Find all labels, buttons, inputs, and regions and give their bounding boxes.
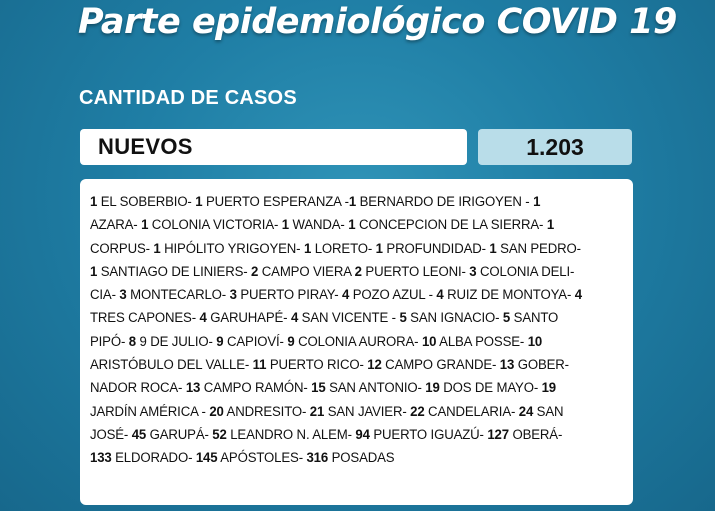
locality-name: EL SOBERBIO-: [97, 194, 196, 210]
case-count: 4: [342, 287, 350, 304]
locality-name: PIPÓ-: [90, 333, 129, 350]
case-count: 11: [252, 357, 267, 374]
locality-name: WANDA-: [288, 217, 349, 234]
cases-line: [90, 191, 586, 214]
case-count: 2: [251, 263, 259, 280]
locality-name: GARUPÁ-: [146, 426, 213, 443]
locality-name: SAN VICENTE -: [298, 310, 400, 327]
case-count: 1: [141, 217, 149, 234]
locality-name: RUIZ DE MONTOYA-: [443, 287, 575, 304]
case-count: 1: [348, 194, 357, 210]
cases-line: [90, 261, 586, 284]
case-count: 19: [541, 380, 557, 397]
cases-line: [90, 284, 586, 307]
new-cases-count: 1.203: [526, 133, 584, 160]
new-cases-label: NUEVOS: [98, 134, 193, 159]
cases-line: [90, 401, 586, 424]
section-subtitle: CANTIDAD DE CASOS: [79, 87, 297, 109]
locality-name: SAN: [533, 403, 564, 420]
case-count: 3: [469, 263, 477, 280]
locality-name: ALBA POSSE-: [436, 333, 528, 350]
cases-line: [90, 238, 586, 261]
locality-name: COLONIA VICTORIA-: [148, 217, 282, 234]
locality-name: OBERÁ-: [508, 426, 563, 443]
locality-name: CANDELARIA-: [424, 403, 519, 420]
locality-name: NADOR ROCA-: [90, 380, 186, 397]
cases-line: [90, 214, 586, 237]
case-count: 4: [199, 310, 207, 327]
case-count: 9: [287, 333, 295, 350]
case-count: 9: [216, 333, 224, 350]
locality-name: PUERTO ESPERANZA -: [202, 194, 349, 210]
locality-name: GOBER-: [514, 357, 569, 374]
case-count: 13: [499, 357, 515, 374]
locality-name: SANTO: [510, 310, 559, 327]
case-count: 12: [367, 357, 382, 374]
locality-name: SAN PEDRO-: [496, 240, 581, 257]
case-count: 1: [281, 217, 289, 234]
case-count: 316: [306, 450, 329, 467]
case-count: 5: [399, 310, 407, 327]
case-count: 15: [311, 380, 326, 397]
case-count: 45: [131, 426, 147, 443]
locality-name: CAMPO RAMÓN-: [200, 380, 312, 397]
locality-name: PUERTO RICO-: [266, 357, 368, 374]
locality-name: MONTECARLO-: [126, 287, 230, 304]
case-count: 1: [90, 263, 98, 280]
case-count: 94: [355, 426, 370, 443]
locality-name: POZO AZUL -: [349, 287, 437, 304]
locality-name: CORPUS-: [90, 240, 154, 257]
locality-name: CAPIOVÍ-: [223, 333, 288, 350]
case-count: 1: [90, 194, 98, 210]
case-count: 1: [303, 240, 312, 257]
case-count: 1: [546, 217, 555, 234]
locality-name: CAMPO VIERA: [258, 263, 355, 280]
locality-name: LORETO-: [311, 240, 376, 257]
locality-name: DOS DE MAYO-: [439, 380, 542, 397]
locality-name: HIPÓLITO YRIGOYEN-: [160, 240, 304, 257]
cases-line: [90, 307, 586, 330]
case-count: 3: [119, 287, 127, 304]
case-count: 8: [128, 333, 136, 350]
case-count: 1: [195, 194, 203, 210]
case-count: 21: [309, 403, 325, 420]
case-count: 1: [348, 217, 356, 234]
cases-by-locality-box: [80, 179, 633, 505]
locality-name: GARUHAPÉ-: [206, 310, 291, 327]
locality-name: ARISTÓBULO DEL VALLE-: [90, 357, 253, 374]
new-cases-label-box: [80, 129, 467, 165]
case-count: 24: [518, 403, 534, 420]
locality-name: COLONIA AURORA-: [294, 333, 422, 350]
locality-name: SAN IGNACIO-: [406, 310, 503, 327]
case-count: 2: [354, 263, 362, 280]
locality-name: PUERTO IGUAZÚ-: [369, 426, 488, 443]
case-count: 20: [209, 403, 224, 420]
locality-name: PUERTO LEONI-: [361, 263, 470, 280]
locality-name: PUERTO PIRAY-: [236, 287, 343, 304]
cases-line: [90, 377, 586, 400]
case-count: 1: [375, 240, 383, 257]
locality-name: SAN JAVIER-: [324, 403, 411, 420]
case-count: 4: [290, 310, 299, 327]
locality-name: CONCEPCION DE LA SIERRA-: [355, 217, 547, 234]
page-title: Parte epidemiológico COVID 19: [78, 2, 677, 42]
case-count: 1: [153, 240, 161, 257]
locality-name: LEANDRO N. ALEM-: [226, 426, 356, 443]
case-count: 127: [487, 426, 509, 443]
locality-name: COLONIA DELI-: [476, 263, 575, 280]
locality-name: POSADAS: [328, 450, 395, 467]
locality-name: TRES CAPONES-: [90, 310, 200, 327]
locality-name: CAMPO GRANDE-: [381, 357, 500, 374]
case-count: 19: [425, 380, 440, 397]
locality-name: SANTIAGO DE LINIERS-: [97, 263, 252, 280]
locality-name: SAN ANTONIO-: [325, 380, 426, 397]
case-count: 52: [212, 426, 227, 443]
locality-name: AZARA-: [90, 217, 142, 234]
cases-line: [90, 354, 586, 377]
case-count: 4: [436, 287, 444, 304]
case-count: 3: [229, 287, 237, 304]
case-count: 1: [489, 240, 497, 257]
case-count: 1: [533, 194, 541, 210]
cases-line: [90, 424, 586, 447]
locality-name: ELDORADO-: [111, 450, 196, 467]
case-count: 10: [527, 333, 543, 350]
locality-name: CIA-: [90, 287, 120, 304]
case-count: 22: [410, 403, 425, 420]
locality-name: 9 DE JULIO-: [135, 333, 217, 350]
locality-name: JOSÉ-: [90, 426, 132, 443]
locality-name: BERNARDO DE IRIGOYEN -: [356, 194, 534, 210]
cases-list: [90, 191, 623, 471]
locality-name: JARDÍN AMÉRICA -: [90, 403, 210, 420]
locality-name: APÓSTOLES-: [217, 450, 307, 467]
locality-name: ANDRESITO-: [223, 403, 310, 420]
case-count: 133: [90, 450, 112, 467]
case-count: 4: [574, 287, 582, 304]
case-count: 5: [502, 310, 511, 327]
case-count: 10: [421, 333, 437, 350]
case-count: 13: [185, 380, 201, 397]
new-cases-count-box: [478, 129, 632, 165]
case-count: 145: [195, 450, 218, 467]
cases-line: [90, 331, 586, 354]
locality-name: PROFUNDIDAD-: [382, 240, 490, 257]
cases-line: [90, 447, 586, 470]
